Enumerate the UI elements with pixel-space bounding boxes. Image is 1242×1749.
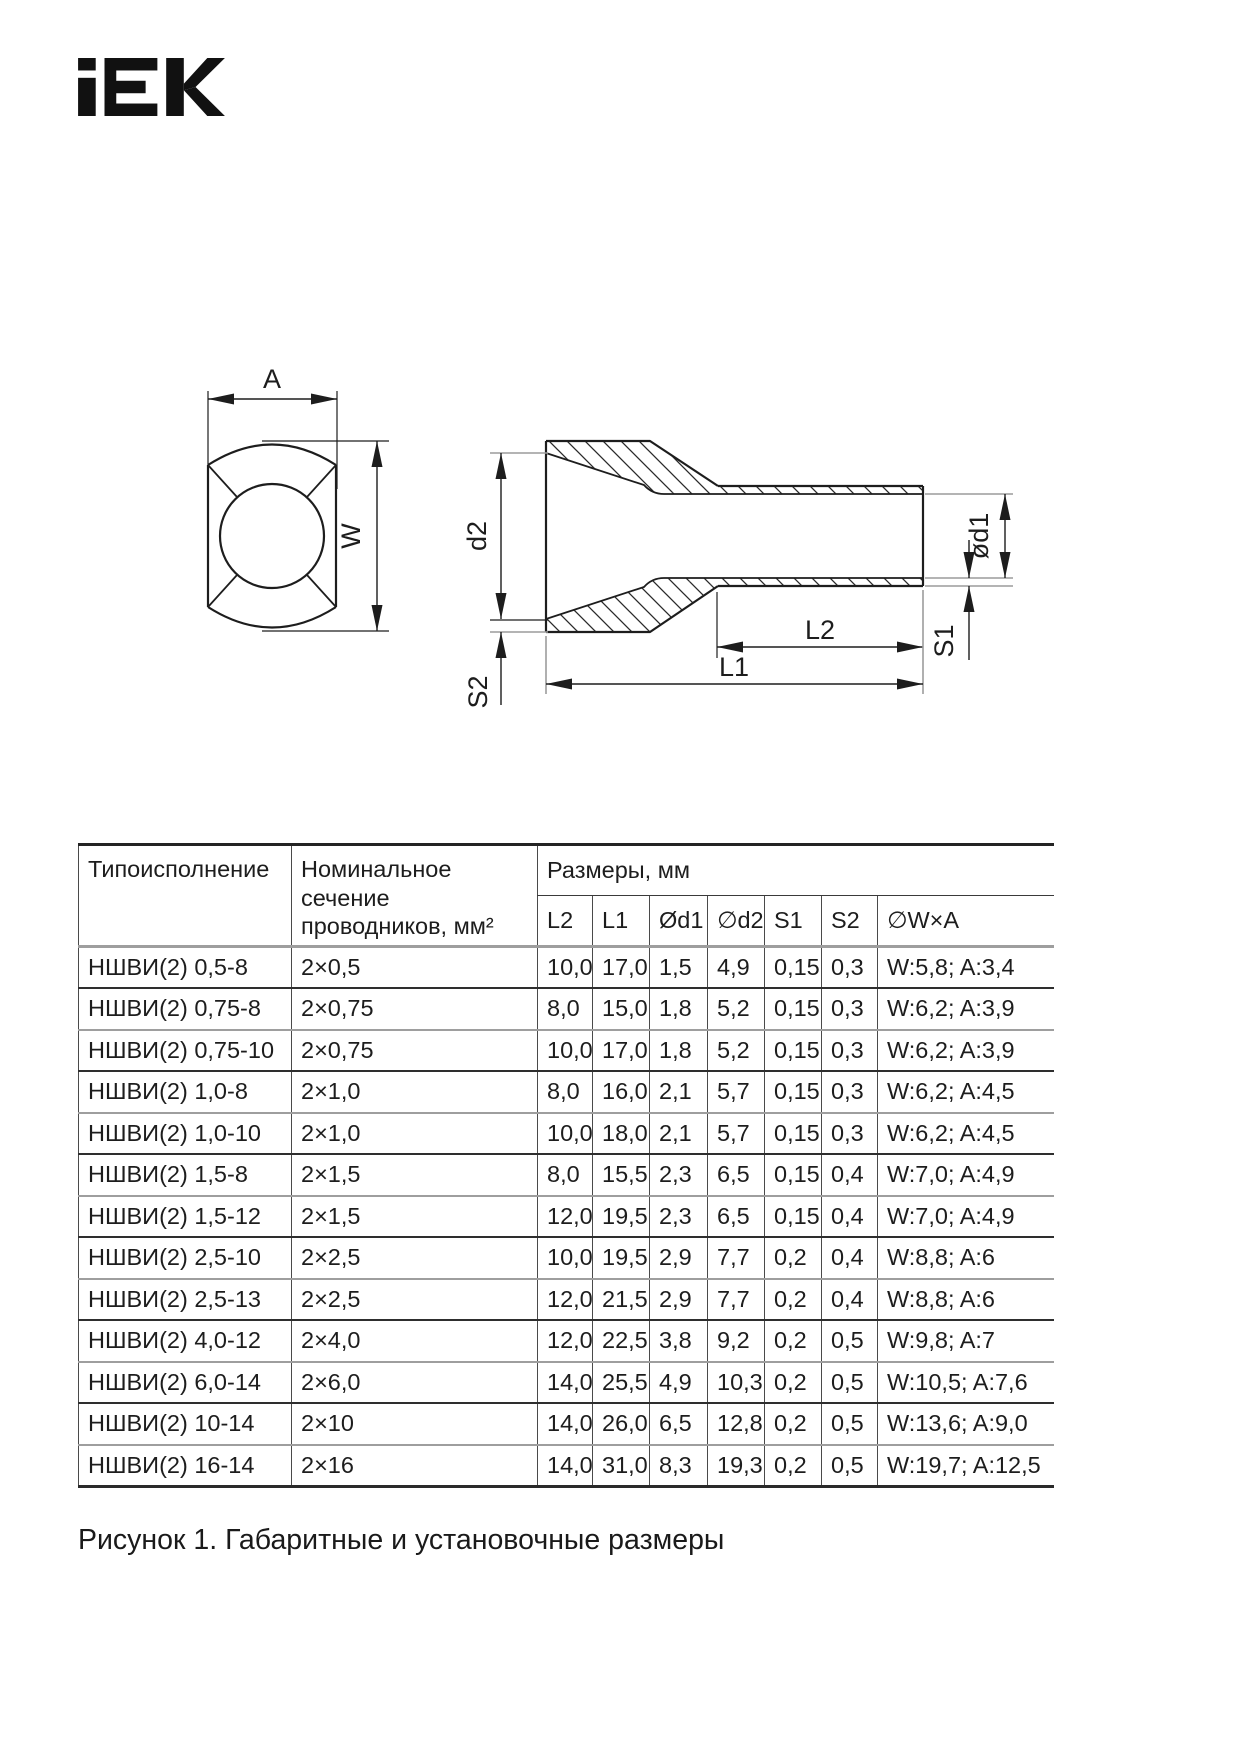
dim-label-l2: L2 [804,615,836,645]
cell-wxa: W:5,8; A:3,4 [878,947,1054,989]
table-row [79,1445,1054,1487]
cell-type: НШВИ(2) 1,5-12 [79,1196,292,1238]
front-view [208,364,389,631]
cell-d2: 7,7 [708,1237,765,1279]
cell-nominal-section: 2×10 [292,1403,538,1445]
table-row [79,1071,1054,1113]
front-diagonal-bl [208,575,237,607]
front-diagonal-br [307,575,336,607]
cell-l2: 14,0 [538,1445,593,1487]
header-type: Типоисполнение [79,845,292,947]
cell-s2: 0,3 [822,1113,878,1155]
cell-s2: 0,5 [822,1445,878,1487]
cell-s1: 0,2 [765,1237,822,1279]
table-row [79,1362,1054,1404]
cell-type: НШВИ(2) 4,0-12 [79,1320,292,1362]
cell-wxa: W:8,8; A:6 [878,1237,1054,1279]
cell-wxa: W:7,0; A:4,9 [878,1154,1054,1196]
table-row [79,988,1054,1030]
cell-d2: 6,5 [708,1196,765,1238]
cell-s1: 0,15 [765,1071,822,1113]
header-sizes: Размеры, мм [538,845,1054,896]
cell-d1: 1,5 [650,947,708,989]
cell-s2: 0,4 [822,1237,878,1279]
cell-type: НШВИ(2) 10-14 [79,1403,292,1445]
cell-wxa: W:19,7; A:12,5 [878,1445,1054,1487]
table-row [79,1030,1054,1072]
arrowhead [897,642,923,653]
cell-s2: 0,3 [822,1030,878,1072]
arrowhead [496,632,507,658]
cell-s2: 0,4 [822,1279,878,1321]
cell-d1: 1,8 [650,1030,708,1072]
cell-l1: 22,5 [593,1320,650,1362]
cell-d1: 2,3 [650,1196,708,1238]
table-header-row-1 [79,845,1054,896]
cell-s2: 0,4 [822,1154,878,1196]
technical-drawing [140,330,1040,720]
dim-a [208,364,337,489]
cell-s1: 0,2 [765,1320,822,1362]
cell-l2: 10,0 [538,947,593,989]
cell-l2: 10,0 [538,1030,593,1072]
cell-l2: 12,0 [538,1279,593,1321]
arrowhead [717,642,743,653]
cell-s1: 0,15 [765,1154,822,1196]
table-row [79,1403,1054,1445]
cell-d2: 6,5 [708,1154,765,1196]
header-nominal-section: Номинальное сечение проводников, мм² [292,845,538,947]
cell-s2: 0,3 [822,1071,878,1113]
cell-type: НШВИ(2) 0,75-10 [79,1030,292,1072]
cell-wxa: W:7,0; A:4,9 [878,1196,1054,1238]
cell-s2: 0,3 [822,947,878,989]
cell-d2: 5,2 [708,1030,765,1072]
cell-wxa: W:8,8; A:6 [878,1279,1054,1321]
dim-w [262,441,389,631]
cell-wxa: W:13,6; A:9,0 [878,1403,1054,1445]
cell-l1: 17,0 [593,947,650,989]
cell-l1: 25,5 [593,1362,650,1404]
dimensions-table [78,843,1054,1488]
table-row [79,1196,1054,1238]
insulation-bottom-wall [546,578,718,632]
cell-d1: 8,3 [650,1445,708,1487]
arrowhead [372,441,383,467]
cell-type: НШВИ(2) 1,0-10 [79,1113,292,1155]
cell-l2: 10,0 [538,1113,593,1155]
front-top-arc [208,445,336,466]
cell-l1: 15,0 [593,988,650,1030]
cell-type: НШВИ(2) 6,0-14 [79,1362,292,1404]
cell-nominal-section: 2×1,0 [292,1113,538,1155]
cell-d2: 5,2 [708,988,765,1030]
front-bottom-arc [208,607,336,628]
arrowhead [897,679,923,690]
cell-l1: 17,0 [593,1030,650,1072]
insulation-top-wall [546,441,718,494]
dim-l2 [717,592,923,658]
dim-label-od1: ød1 [964,512,994,560]
cell-l1: 19,5 [593,1196,650,1238]
logo-i-stem [78,78,96,116]
iek-logo [78,58,225,116]
cell-l2: 10,0 [538,1237,593,1279]
cell-l1: 19,5 [593,1237,650,1279]
arrowhead [496,593,507,619]
cell-s2: 0,4 [822,1196,878,1238]
cell-type: НШВИ(2) 0,75-8 [79,988,292,1030]
dim-label-d2: d2 [462,520,492,552]
side-view [462,441,1013,709]
cell-d2: 5,7 [708,1071,765,1113]
cell-nominal-section: 2×1,5 [292,1154,538,1196]
cell-nominal-section: 2×1,5 [292,1196,538,1238]
cell-s1: 0,15 [765,1196,822,1238]
arrowhead [311,394,337,405]
cell-nominal-section: 2×4,0 [292,1320,538,1362]
cell-type: НШВИ(2) 16-14 [79,1445,292,1487]
cell-s1: 0,15 [765,988,822,1030]
arrowhead [1000,552,1011,578]
figure-caption: Рисунок 1. Габаритные и установочные размеры [78,1524,725,1556]
cell-d1: 3,8 [650,1320,708,1362]
cell-nominal-section: 2×16 [292,1445,538,1487]
dim-label-l1: L1 [718,652,750,682]
dim-label-a: A [262,364,282,394]
table-row [79,1154,1054,1196]
logo-e-bottom-bar [105,104,158,116]
logo-k-stem [166,58,184,116]
cell-s1: 0,2 [765,1279,822,1321]
iek-logo-glyphs [78,58,225,116]
dim-s2 [463,632,507,709]
cell-d1: 2,1 [650,1071,708,1113]
cell-wxa: W:6,2; A:4,5 [878,1113,1054,1155]
logo-k-lower-diagonal [184,87,225,116]
arrowhead [1000,494,1011,520]
cell-l2: 8,0 [538,1154,593,1196]
cell-d1: 4,9 [650,1362,708,1404]
cell-type: НШВИ(2) 1,5-8 [79,1154,292,1196]
dim-label-s2: S2 [463,675,493,709]
cell-nominal-section: 2×2,5 [292,1279,538,1321]
cell-s2: 0,5 [822,1362,878,1404]
cell-s1: 0,15 [765,947,822,989]
cell-type: НШВИ(2) 1,0-8 [79,1071,292,1113]
cell-l1: 18,0 [593,1113,650,1155]
table-row [79,1320,1054,1362]
cell-d1: 2,1 [650,1113,708,1155]
cell-l1: 26,0 [593,1403,650,1445]
dim-label-s1: S1 [929,624,959,658]
cell-wxa: W:6,2; A:3,9 [878,988,1054,1030]
table-row [79,1279,1054,1321]
cell-wxa: W:6,2; A:3,9 [878,1030,1054,1072]
table-row [79,1113,1054,1155]
cell-l1: 15,5 [593,1154,650,1196]
header-d2: ∅d2 [708,896,765,947]
cell-s1: 0,15 [765,1030,822,1072]
cell-d1: 6,5 [650,1403,708,1445]
header-wxa: ∅W×A [878,896,1054,947]
cell-l1: 16,0 [593,1071,650,1113]
cell-d2: 10,3 [708,1362,765,1404]
header-d1: Ød1 [650,896,708,947]
logo-i-dot [78,58,96,70]
front-diagonal-tr [307,465,336,497]
cell-type: НШВИ(2) 2,5-13 [79,1279,292,1321]
cell-l2: 14,0 [538,1403,593,1445]
cell-s2: 0,5 [822,1403,878,1445]
cell-d1: 2,3 [650,1154,708,1196]
table-body [79,947,1054,1487]
arrowhead [208,394,234,405]
cell-nominal-section: 2×2,5 [292,1237,538,1279]
cell-type: НШВИ(2) 2,5-10 [79,1237,292,1279]
cell-l1: 31,0 [593,1445,650,1487]
cell-nominal-section: 2×0,75 [292,988,538,1030]
cell-d2: 12,8 [708,1403,765,1445]
arrowhead [496,453,507,479]
cell-type: НШВИ(2) 0,5-8 [79,947,292,989]
header-l2: L2 [538,896,593,947]
cell-s2: 0,3 [822,988,878,1030]
arrowhead [372,605,383,631]
cell-s1: 0,2 [765,1362,822,1404]
cell-d2: 5,7 [708,1113,765,1155]
cell-l2: 8,0 [538,1071,593,1113]
arrowhead [546,679,572,690]
cell-d2: 19,3 [708,1445,765,1487]
table-row [79,1237,1054,1279]
dim-d2 [462,453,548,632]
front-bore-circle [220,484,324,588]
cell-d2: 9,2 [708,1320,765,1362]
front-diagonal-tl [208,465,237,497]
cell-nominal-section: 2×1,0 [292,1071,538,1113]
cell-d1: 1,8 [650,988,708,1030]
header-l1: L1 [593,896,650,947]
cell-wxa: W:10,5; A:7,6 [878,1362,1054,1404]
cell-wxa: W:9,8; A:7 [878,1320,1054,1362]
cell-nominal-section: 2×0,75 [292,1030,538,1072]
cell-d1: 2,9 [650,1237,708,1279]
cell-d2: 4,9 [708,947,765,989]
dim-label-w: W [336,523,366,549]
logo-e-mid-bar [105,81,146,93]
cell-l2: 8,0 [538,988,593,1030]
logo-e-top-bar [105,58,158,70]
cell-l1: 21,5 [593,1279,650,1321]
cell-l2: 14,0 [538,1362,593,1404]
cell-wxa: W:6,2; A:4,5 [878,1071,1054,1113]
cell-nominal-section: 2×0,5 [292,947,538,989]
header-s2: S2 [822,896,878,947]
cell-nominal-section: 2×6,0 [292,1362,538,1404]
header-s1: S1 [765,896,822,947]
cell-s1: 0,2 [765,1403,822,1445]
table-row [79,947,1054,989]
cell-l2: 12,0 [538,1196,593,1238]
cell-s1: 0,15 [765,1113,822,1155]
arrowhead [964,586,975,612]
logo-k-upper-diagonal [184,58,225,90]
cell-s2: 0,5 [822,1320,878,1362]
cell-l2: 12,0 [538,1320,593,1362]
cell-d1: 2,9 [650,1279,708,1321]
cell-d2: 7,7 [708,1279,765,1321]
cell-s1: 0,2 [765,1445,822,1487]
